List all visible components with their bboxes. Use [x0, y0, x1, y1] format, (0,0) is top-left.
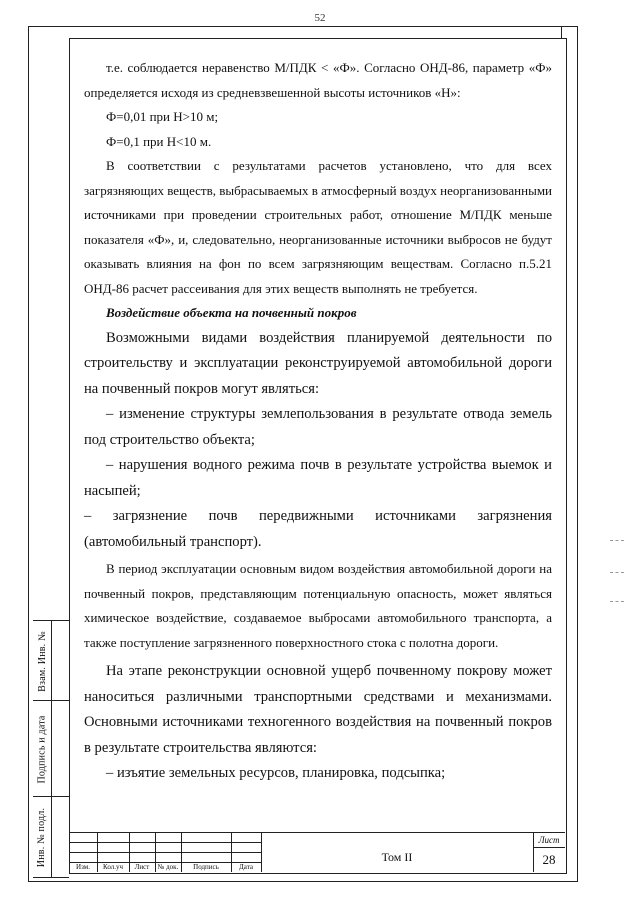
- scan-edge-mark: [610, 540, 624, 541]
- sheet-number: 28: [542, 852, 556, 867]
- paragraph-operation-period: В период эксплуатации основным видом воздействия автомобильной дороги на почвенный покров, представляющим потенциальную опасность, может являться химическое воздействие, создаваемое выбросами автомобильного транспорта, а также поступление загрязненного поверхностного стока с полотна дороги.: [84, 561, 552, 650]
- formula-line-1: Ф=0,01 при Н>10 м;: [106, 109, 219, 124]
- paragraph-possible-impacts: Возможными видами воздействия планируемой деятельности по строительству и эксплуатации реконструируемой автомобильной дороги на почвенный покров могут являться:: [84, 329, 552, 397]
- side-label-vzam: Взам. Инв. №: [36, 630, 48, 692]
- list-item-pollution-cont: (автомобильный транспорт).: [84, 533, 262, 550]
- list-item-land-withdrawal: – изъятие земельных ресурсов, планировка, подсыпка;: [106, 765, 446, 781]
- frame-tab: [561, 26, 566, 38]
- col-izm: Изм.: [76, 863, 90, 871]
- title-block: [69, 832, 565, 872]
- list-item-pollution: – загрязнение почв передвижными источниками загрязнения: [84, 508, 552, 524]
- col-kol-uch: Кол.уч: [103, 863, 123, 871]
- col-data: Дата: [239, 863, 253, 871]
- scan-edge-mark: [610, 572, 624, 573]
- formula-line-2: Ф=0,1 при Н<10 м.: [106, 133, 212, 149]
- scan-edge-mark: [610, 601, 624, 602]
- page-top-number: 52: [314, 12, 326, 24]
- side-label-podpis: Подпись и дата: [36, 714, 48, 784]
- paragraph-reconstruction: На этапе реконструкции основной ущерб почвенному покрову может наноситься различными транспортными средствами и механизмами. Основными источниками техногенного воздействия на почвенный покров в результате строительства являются:: [84, 663, 552, 756]
- sheet-label: Лист: [538, 835, 560, 845]
- section-heading-soil: Воздействие объекта на почвенный покров: [106, 305, 357, 320]
- col-list: Лист: [134, 863, 150, 871]
- list-item-water-regime: – нарушения водного режима почв в результате устройства выемок и насыпей;: [84, 457, 552, 499]
- document-body: [84, 56, 552, 787]
- col-podpis: Подпись: [193, 863, 219, 871]
- paragraph-calculation-results: В соответствии с результатами расчетов установлено, что для всех загрязняющих веществ, выбрасываемых в атмосферный воздух неорганизованными источниками при проведении строительных работ, отношение М/ПДК меньше показателя «Ф», и, следовательно, неорганизованные источники выбросов не будут оказывать влияния на фон по всем загрязняющим веществам. Согласно п.5.21 ОНД-86 расчет рассеивания для этих веществ выполнять не требуется.: [84, 158, 552, 296]
- side-cell-vzam: [33, 620, 69, 701]
- col-n-dok: № док.: [157, 863, 179, 871]
- side-cell-inv: [33, 796, 69, 878]
- side-cell-podpis: [33, 700, 69, 797]
- side-stamp: [33, 620, 69, 876]
- paragraph-inequality: т.е. соблюдается неравенство М/ПДК < «Ф». Согласно ОНД-86, параметр «Ф» определяется исходя из средневзвешенной высоты источников «Н»:: [84, 60, 552, 100]
- volume-label: Том II: [381, 850, 413, 864]
- side-label-inv: Инв. № подл.: [36, 807, 48, 867]
- list-item-land-use: – изменение структуры землепользования в результате отвода земель под строительство объекта;: [84, 406, 552, 448]
